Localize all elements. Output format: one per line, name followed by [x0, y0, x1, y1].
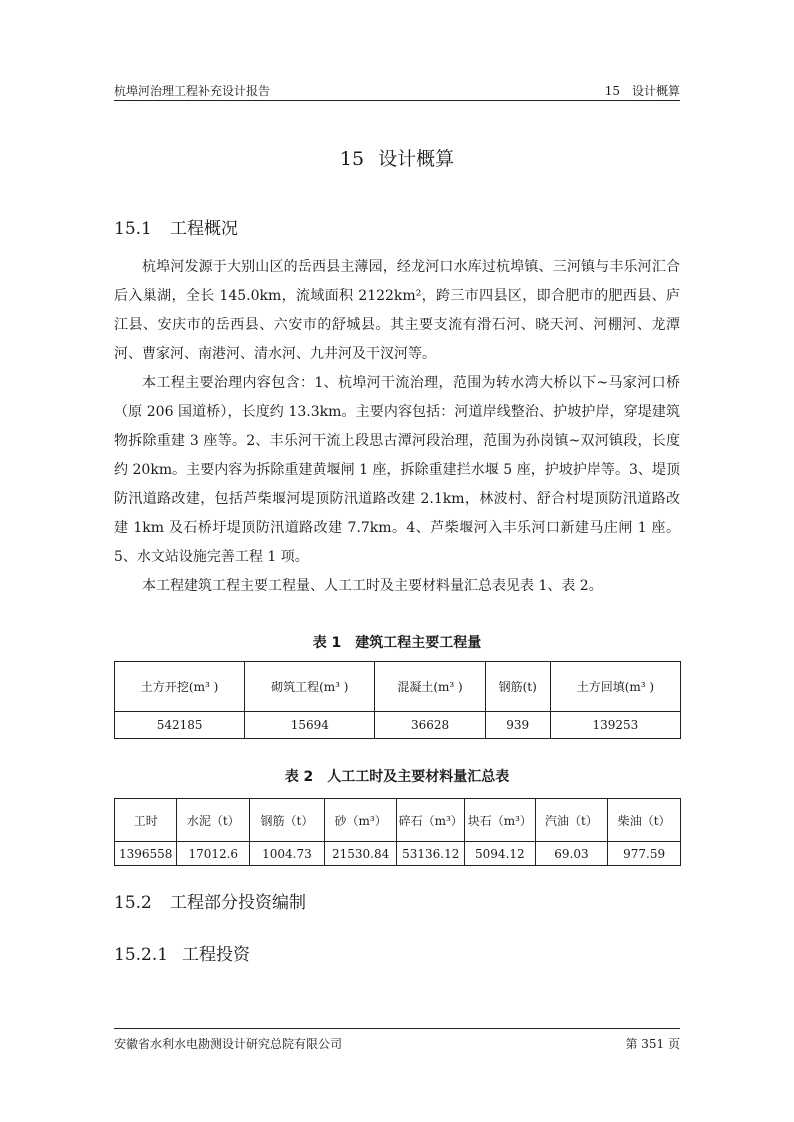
table1-caption: 表 1 建筑工程主要工程量 [312, 635, 482, 651]
table2-header: 钢筋（t） [250, 799, 325, 842]
table1-header: 钢筋(t) [485, 662, 550, 712]
header-chapter-label: 15 设计概算 [604, 84, 680, 98]
paragraph: 本工程主要治理内容包含：1、杭埠河干流治理，范围为转水湾大桥以下~马家河口桥（原 206 国道桥），长度约 13.3km。主要内容包括：河道岸线整治、护坡护岸，穿堤建筑物拆除重建 3 座等。2、丰乐河干流上段思古潭河段治理，范围为孙岗镇~双河镇段，长度约 20km。主要内容为拆除重建黄堰闸 1 座，拆除重建拦水堰 5 座，护坡护岸等。3、堤顶防汛道路改建，包括芦柴堰河堤顶防汛道路改建 2.1km，林波村、舒合村堤顶防汛道路改建 1km 及石桥圩堤顶防汛道路改建 7.7km。4、芦柴堰河入丰乐河口新建马庄闸 1 座。5、水文站设施完善工程 1 项。 [114, 375, 680, 565]
table2-cell: 977.59 [608, 842, 681, 866]
chapter-title-text: 设计概算 [378, 148, 455, 170]
table2-cell: 1396558 [115, 842, 177, 866]
table2-header: 柴油（t） [608, 799, 681, 842]
chapter-title [0, 144, 794, 171]
table2-cell: 69.03 [535, 842, 608, 866]
table2-cell: 53136.12 [397, 842, 465, 866]
table1 [114, 661, 681, 739]
paragraph: 本工程建筑工程主要工程量、人工工时及主要材料量汇总表见表 1、表 2。 [142, 578, 603, 594]
page-header [114, 80, 680, 101]
table1-cell: 15694 [245, 712, 375, 739]
table2-cell: 1004.73 [250, 842, 325, 866]
table2-header: 碎石（m³） [397, 799, 465, 842]
section-number: 15.2.1 [114, 945, 169, 965]
table1-header: 土方开挖(m³ ) [115, 662, 245, 712]
section-heading-15-2 [114, 888, 306, 913]
section-title: 工程部分投资编制 [170, 893, 306, 913]
table2-header: 水泥（t） [177, 799, 250, 842]
chapter-number: 15 [339, 148, 365, 170]
section-heading-15-2-1 [114, 940, 250, 965]
table1-cell: 139253 [550, 712, 680, 739]
footer-organization: 安徽省水利水电勘测设计研究总院有限公司 [114, 1037, 343, 1051]
table2-header: 砂（m³） [324, 799, 397, 842]
table1-cell: 939 [485, 712, 550, 739]
body-text [114, 253, 680, 601]
section-title: 工程投资 [182, 945, 250, 965]
section-number: 15.1 [114, 219, 152, 239]
table2-header: 汽油（t） [535, 799, 608, 842]
table2-cell: 17012.6 [177, 842, 250, 866]
table2-cell: 5094.12 [464, 842, 535, 866]
table1-header: 混凝土(m³ ) [375, 662, 485, 712]
table2-caption: 表 2 人工工时及主要材料量汇总表 [284, 769, 510, 785]
table1-header: 土方回填(m³ ) [550, 662, 680, 712]
section-number: 15.2 [114, 893, 152, 913]
table1-cell: 36628 [375, 712, 485, 739]
section-title: 工程概况 [170, 219, 238, 239]
table1-cell: 542185 [115, 712, 245, 739]
table2 [114, 798, 681, 866]
table2-header: 块石（m³） [464, 799, 535, 842]
header-report-title: 杭埠河治理工程补充设计报告 [114, 84, 271, 98]
table2-cell: 21530.84 [324, 842, 397, 866]
page-footer [114, 1028, 680, 1053]
section-heading-15-1 [114, 214, 238, 239]
table1-header: 砌筑工程(m³ ) [245, 662, 375, 712]
table2-header: 工时 [115, 799, 177, 842]
paragraph: 杭埠河发源于大别山区的岳西县主薄园，经龙河口水库过杭埠镇、三河镇与丰乐河汇合后入巢湖，全长 145.0km，流域面积 2122km²，跨三市四县区，即合肥市的肥西县、庐江县、安庆市的岳西县、六安市的舒城县。其主要支流有滑石河、晓天河、河棚河、龙潭河、曹家河、南港河、清水河、九井河及干汊河等。 [114, 259, 680, 362]
page-number: 第 351 页 [625, 1037, 680, 1051]
